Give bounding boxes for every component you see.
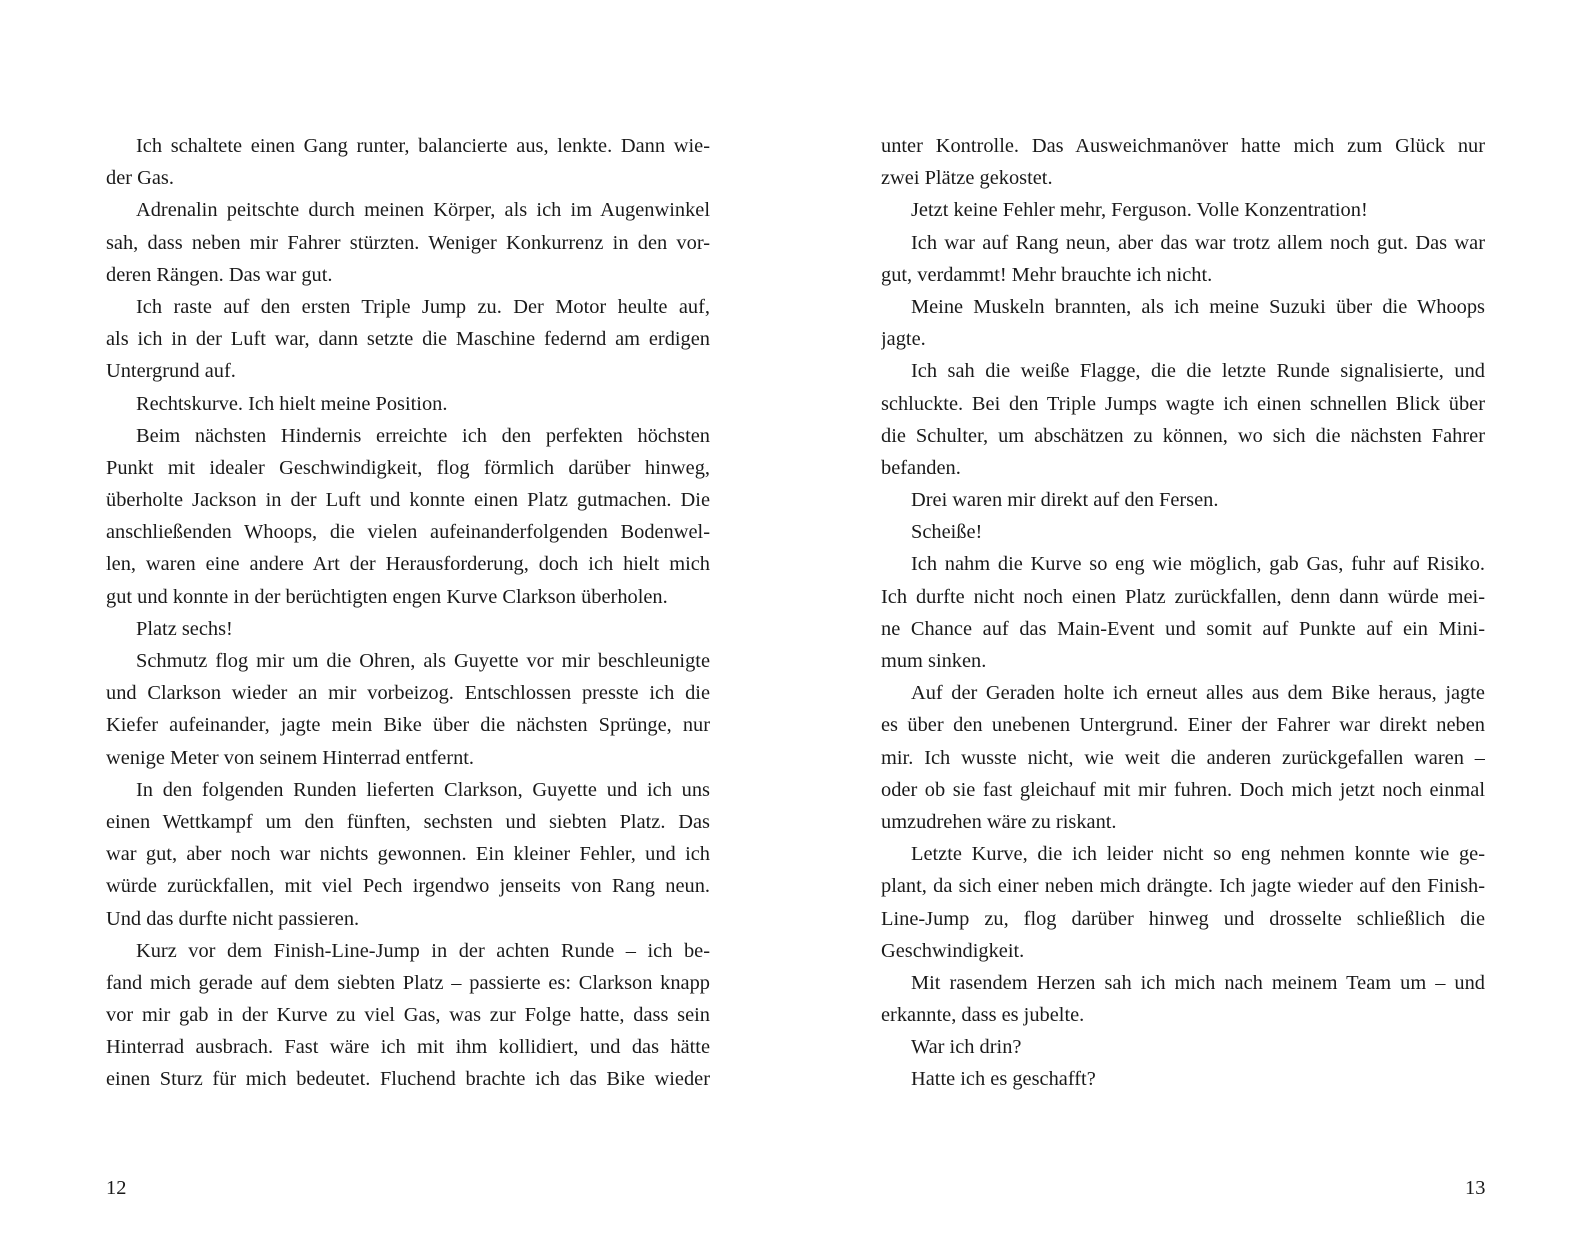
- text-line: Ich schaltete einen Gang runter, balancierte aus, lenkte. Dann wie-: [136, 135, 710, 157]
- text-line: Adrenalin peitschte durch meinen Körper, als ich im Augenwinkel: [136, 199, 710, 222]
- text-line: umzudrehen wäre zu riskant.: [881, 810, 1117, 833]
- text-line: der Gas.: [106, 167, 174, 190]
- text-line: würde zurückfallen, mit viel Pech irgendwo jenseits von Rang neun.: [106, 875, 710, 898]
- text-line: war gut, aber noch war nichts gewonnen. Ein kleiner Fehler, und ich: [106, 843, 710, 866]
- text-line: Hinterrad ausbrach. Fast wäre ich mit ihm kollidiert, und das hätte: [106, 1036, 710, 1059]
- text-line: Mit rasendem Herzen sah ich mich nach meinem Team um – und: [911, 971, 1485, 994]
- text-line: zwei Plätze gekostet.: [881, 167, 1053, 190]
- text-line: gut und konnte in der berüchtigten engen Kurve Clarkson überholen.: [106, 585, 668, 608]
- text-line: oder ob sie fast gleichauf mit mir fuhren. Doch mich jetzt noch einmal: [881, 778, 1485, 801]
- text-line: als ich in der Luft war, dann setzte die Maschine federnd am erdigen: [106, 328, 710, 351]
- text-line: es über den unebenen Untergrund. Einer der Fahrer war direkt neben: [881, 714, 1485, 737]
- text-line: Jetzt keine Fehler mehr, Ferguson. Volle Konzentration!: [911, 199, 1368, 222]
- text-line: Scheiße!: [911, 521, 983, 544]
- text-line: schluckte. Bei den Triple Jumps wagte ich einen schnellen Blick über: [881, 392, 1485, 415]
- text-line: erkannte, dass es jubelte.: [881, 1004, 1085, 1027]
- text-line: vor mir gab in der Kurve zu viel Gas, was zur Folge hatte, dass sein: [106, 1004, 710, 1027]
- right-page-number: 13: [1465, 1177, 1486, 1199]
- text-line: mir. Ich wusste nicht, wie weit die anderen zurückgefallen waren –: [881, 746, 1485, 769]
- text-line: Drei waren mir direkt auf den Fersen.: [911, 489, 1219, 512]
- text-line: fand mich gerade auf dem siebten Platz – passierte es: Clarkson knapp: [106, 971, 710, 994]
- text-line: Ich war auf Rang neun, aber das war trotz allem noch gut. Das war: [911, 231, 1485, 254]
- text-line: Line-Jump zu, flog darüber hinweg und drosselte schließlich die: [881, 907, 1485, 930]
- text-line: wenige Meter von seinem Hinterrad entfernt.: [106, 746, 475, 769]
- text-line: Letzte Kurve, die ich leider nicht so eng nehmen konnte wie ge-: [911, 843, 1485, 866]
- text-line: Auf der Geraden holte ich erneut alles aus dem Bike heraus, jagte: [911, 682, 1485, 705]
- text-line: überholte Jackson in der Luft und konnte einen Platz gutmachen. Die: [106, 489, 710, 512]
- text-line: Beim nächsten Hindernis erreichte ich den perfekten höchsten: [136, 424, 710, 447]
- text-line: plant, da sich einer neben mich drängte. Ich jagte wieder auf den Finish-: [881, 875, 1485, 898]
- left-page-text: [106, 130, 710, 1096]
- left-page-number: 12: [106, 1177, 127, 1199]
- text-line: anschließenden Whoops, die vielen aufeinanderfolgenden Bodenwel-: [106, 521, 710, 544]
- text-line: Kurz vor dem Finish-Line-Jump in der achten Runde – ich be-: [136, 939, 710, 962]
- text-line: sah, dass neben mir Fahrer stürzten. Weniger Konkurrenz in den vor-: [106, 231, 710, 254]
- text-line: ne Chance auf das Main-Event und somit auf Punkte auf ein Mini-: [881, 617, 1485, 640]
- right-page-text: [881, 130, 1485, 1096]
- text-line: Ich durfte nicht noch einen Platz zurückfallen, denn dann würde mei-: [881, 585, 1485, 608]
- text-line: die Schulter, um abschätzen zu können, wo sich die nächsten Fahrer: [881, 424, 1485, 447]
- text-line: In den folgenden Runden lieferten Clarkson, Guyette und ich uns: [136, 778, 710, 801]
- text-line: einen Wettkampf um den fünften, sechsten und siebten Platz. Das: [106, 810, 710, 833]
- text-line: einen Sturz für mich bedeutet. Fluchend brachte ich das Bike wieder: [106, 1068, 710, 1091]
- text-line: Platz sechs!: [136, 617, 233, 640]
- text-line: Punkt mit idealer Geschwindigkeit, flog förmlich darüber hinweg,: [106, 456, 710, 479]
- text-line: Rechtskurve. Ich hielt meine Position.: [136, 392, 448, 415]
- text-line: Und das durfte nicht passieren.: [106, 907, 360, 930]
- text-line: Schmutz flog mir um die Ohren, als Guyette vor mir beschleunigte: [136, 650, 710, 672]
- text-line: Ich nahm die Kurve so eng wie möglich, gab Gas, fuhr auf Risiko.: [911, 553, 1485, 576]
- text-line: War ich drin?: [911, 1036, 1022, 1059]
- text-line: Hatte ich es geschafft?: [911, 1068, 1096, 1091]
- text-line: Meine Muskeln brannten, als ich meine Suzuki über die Whoops: [911, 295, 1485, 318]
- text-line: Geschwindigkeit.: [881, 939, 1025, 962]
- text-line: Untergrund auf.: [106, 360, 236, 383]
- text-line: befanden.: [881, 456, 961, 479]
- text-line: und Clarkson wieder an mir vorbeizog. Entschlossen presste ich die: [106, 682, 710, 705]
- text-line: gut, verdammt! Mehr brauchte ich nicht.: [881, 263, 1213, 286]
- text-line: Ich sah die weiße Flagge, die die letzte Runde signalisierte, und: [911, 360, 1485, 383]
- text-line: mum sinken.: [881, 650, 987, 672]
- text-line: deren Rängen. Das war gut.: [106, 263, 333, 286]
- text-line: unter Kontrolle. Das Ausweichmanöver hatte mich zum Glück nur: [881, 135, 1485, 157]
- text-line: len, waren eine andere Art der Herausforderung, doch ich hielt mich: [106, 553, 710, 576]
- text-line: Kiefer aufeinander, jagte mein Bike über die nächsten Sprünge, nur: [106, 714, 710, 737]
- text-line: jagte.: [881, 328, 926, 351]
- text-line: Ich raste auf den ersten Triple Jump zu. Der Motor heulte auf,: [136, 295, 710, 318]
